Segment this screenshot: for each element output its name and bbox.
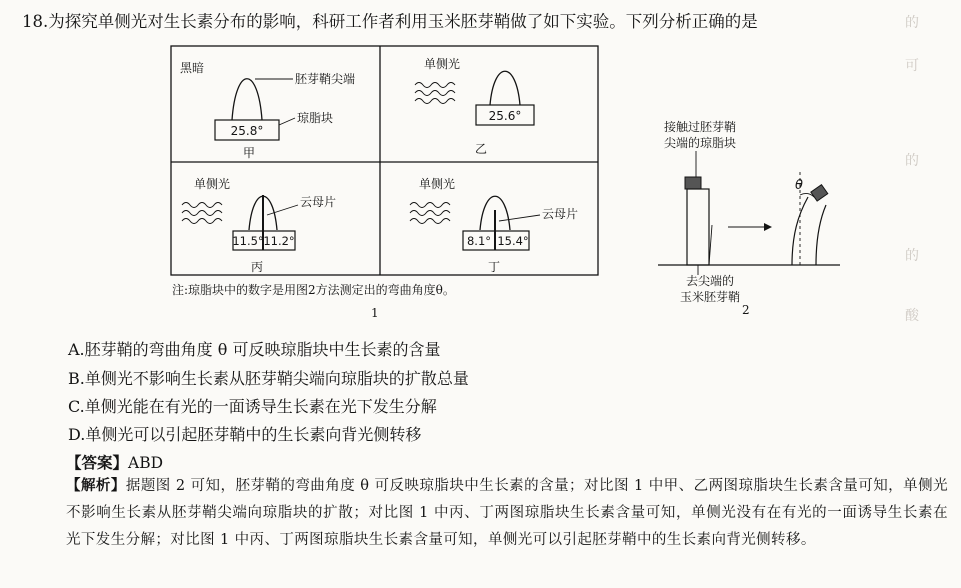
figure-2-base-label-1: 去尖端的 — [685, 274, 735, 288]
panel-yi-env: 单侧光 — [424, 57, 461, 71]
explanation — [66, 473, 948, 554]
option-b: B.单侧光不影响生长素从胚芽鞘尖端向琼脂块的扩散总量 — [68, 369, 469, 388]
bleed-through-text: 可 — [905, 58, 919, 74]
question-stem: 18.为探究单侧光对生长素分布的影响，科研工作者利用玉米胚芽鞘做了如下实验。下列分析正确的是 — [22, 12, 758, 31]
panel-yi-value: 25.6° — [488, 109, 522, 123]
option-a: A.胚芽鞘的弯曲角度 θ 可反映琼脂块中生长素的含量 — [68, 340, 441, 359]
figure-2-block-label-2: 尖端的琼脂块 — [664, 136, 737, 150]
panel-bing-right: 11.2° — [263, 234, 295, 248]
bleed-through-text: 的 — [905, 15, 919, 31]
figure-1-note: 注:琼脂块中的数字是用图2方法测定出的弯曲角度θ。 — [172, 283, 455, 297]
agar-block-tilted — [811, 185, 828, 201]
panel-jia-env: 黑暗 — [180, 61, 205, 75]
panel-jia — [180, 60, 355, 160]
explanation-text: 据题图 2 可知，胚芽鞘的弯曲角度 θ 可反映琼脂块中生长素的含量；对比图 1 中甲、乙两图琼脂块生长素含量可知，单侧光不影响生长素从胚芽鞘尖端向琼脂块的扩散；对比图 1 中丙、丁两图琼脂块生长素含量可知，单侧光没有在有光的一面诱导生长素在光下发生分解；对比图 1 中丙、丁两图琼脂块生长素含量可知，单侧光可以引起胚芽鞘中的生长素向背光侧转移。 — [66, 478, 948, 548]
explanation-label: 【解析】 — [66, 478, 126, 494]
panel-bing-name: 丙 — [250, 260, 264, 274]
option-d: D.单侧光可以引起胚芽鞘中的生长素向背光侧转移 — [68, 425, 422, 444]
figure-1 — [170, 45, 602, 285]
coleoptile-shape — [490, 71, 520, 105]
option-c: C.单侧光能在有光的一面诱导生长素在光下发生分解 — [68, 397, 437, 416]
figure-2-base-label-2: 玉米胚芽鞘 — [679, 290, 741, 304]
answer-value: ABD — [128, 454, 164, 472]
agar-block — [685, 177, 701, 189]
panel-bing — [182, 176, 336, 274]
panel-jia-name: 甲 — [242, 146, 256, 160]
decapitated-coleoptile — [687, 189, 709, 265]
figure-1-caption: 1 — [371, 306, 379, 320]
answer-line — [66, 451, 163, 473]
bleed-through-text: 的 — [905, 153, 919, 169]
panel-jia-value: 25.8° — [230, 124, 264, 138]
panel-ding-name: 丁 — [487, 260, 501, 274]
figure-2 — [650, 115, 850, 305]
figure-2-caption: 2 — [742, 303, 750, 317]
bleed-through-text: 酸 — [905, 308, 919, 324]
panel-bing-left: 11.5° — [232, 234, 264, 248]
bleed-through-text: 的 — [905, 248, 919, 264]
panel-bing-env: 单侧光 — [194, 177, 231, 191]
coleoptile-shape — [232, 79, 262, 120]
panel-ding-right: 15.4° — [497, 234, 529, 248]
panel-yi-name: 乙 — [474, 142, 488, 156]
theta-symbol: θ — [795, 178, 803, 193]
panel-ding — [410, 176, 578, 274]
tip-label: 胚芽鞘尖端 — [295, 72, 356, 86]
figure-2-block-label-1: 接触过胚芽鞘 — [664, 120, 737, 134]
panel-ding-env: 单侧光 — [419, 177, 456, 191]
panel-ding-left: 8.1° — [466, 234, 492, 248]
mica-label: 云母片 — [542, 207, 579, 221]
answer-label: 【答案】 — [66, 454, 129, 472]
mica-label: 云母片 — [300, 195, 337, 209]
agar-block-label: 琼脂块 — [297, 111, 334, 125]
panel-yi — [415, 56, 534, 156]
